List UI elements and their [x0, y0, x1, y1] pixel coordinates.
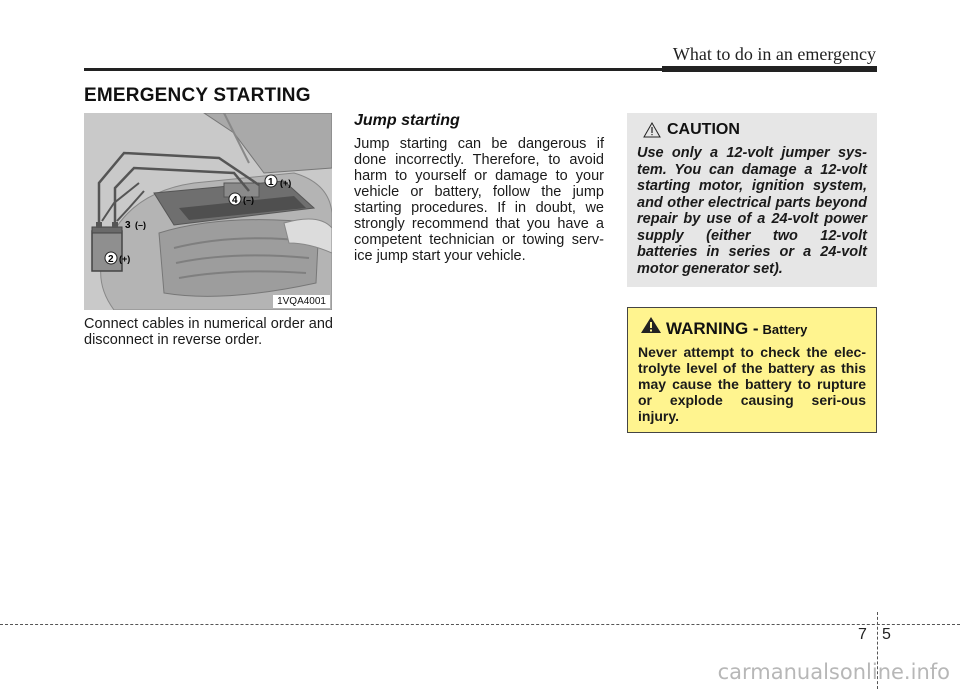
- svg-text:2: 2: [108, 254, 114, 265]
- jump-start-figure: [84, 113, 332, 310]
- figure-code: 1VQA4001: [273, 295, 330, 308]
- svg-text:(–): (–): [243, 195, 254, 205]
- header-rule-accent: [662, 66, 877, 72]
- page-number: 5: [882, 626, 891, 643]
- label-3: [125, 220, 146, 231]
- section-title: EMERGENCY STARTING: [84, 85, 311, 106]
- warning-text: Never attempt to check the elec-trolyte level of the battery as this may cause the battery to rupture or explode causing seri-ous injury.: [638, 344, 866, 424]
- warning-subtitle: Battery: [762, 322, 808, 337]
- jump-starting-body: Jump starting can be dangerous if done incorrectly. Therefore, to avoid harm to yourself or damage to your vehicle or battery, follow the jump starting procedures. If in doubt, we strongly recommend that you have a competent technician or towing serv-ice jump start your vehicle.: [354, 136, 604, 264]
- car-engine-illustration: [84, 113, 332, 310]
- figure-caption-text: Connect cables in numerical order and disconnect in reverse order.: [84, 316, 333, 348]
- caution-box: [627, 113, 877, 287]
- svg-text:(–): (–): [135, 220, 146, 230]
- footer-rule: [0, 624, 960, 625]
- svg-text:(+): (+): [280, 178, 292, 188]
- svg-text:4: 4: [232, 195, 238, 206]
- warning-header: [640, 316, 866, 339]
- svg-text:(+): (+): [119, 254, 131, 264]
- svg-text:1: 1: [268, 177, 274, 188]
- jump-starting-heading: Jump starting: [354, 112, 460, 129]
- page-chapter-number: 7: [858, 626, 867, 643]
- warning-triangle-outline-icon: [643, 122, 661, 138]
- warning-title: WARNING -: [666, 319, 759, 338]
- svg-text:3: 3: [125, 220, 131, 231]
- warning-triangle-filled-icon: [640, 316, 662, 334]
- chapter-header-title: What to do in an emergency: [672, 44, 876, 64]
- caution-title: CAUTION: [667, 121, 740, 138]
- watermark-text: carmanualsonline.info: [717, 660, 950, 684]
- warning-box: [627, 307, 877, 433]
- caution-header: [643, 121, 867, 139]
- caution-text: Use only a 12-volt jumper sys-tem. You can damage a 12-volt starting motor, ignition system, and other electrical parts beyond repair by use of a 24-volt power supply (either two 12-volt batteries in series or a 24-volt motor generator set).: [637, 145, 867, 277]
